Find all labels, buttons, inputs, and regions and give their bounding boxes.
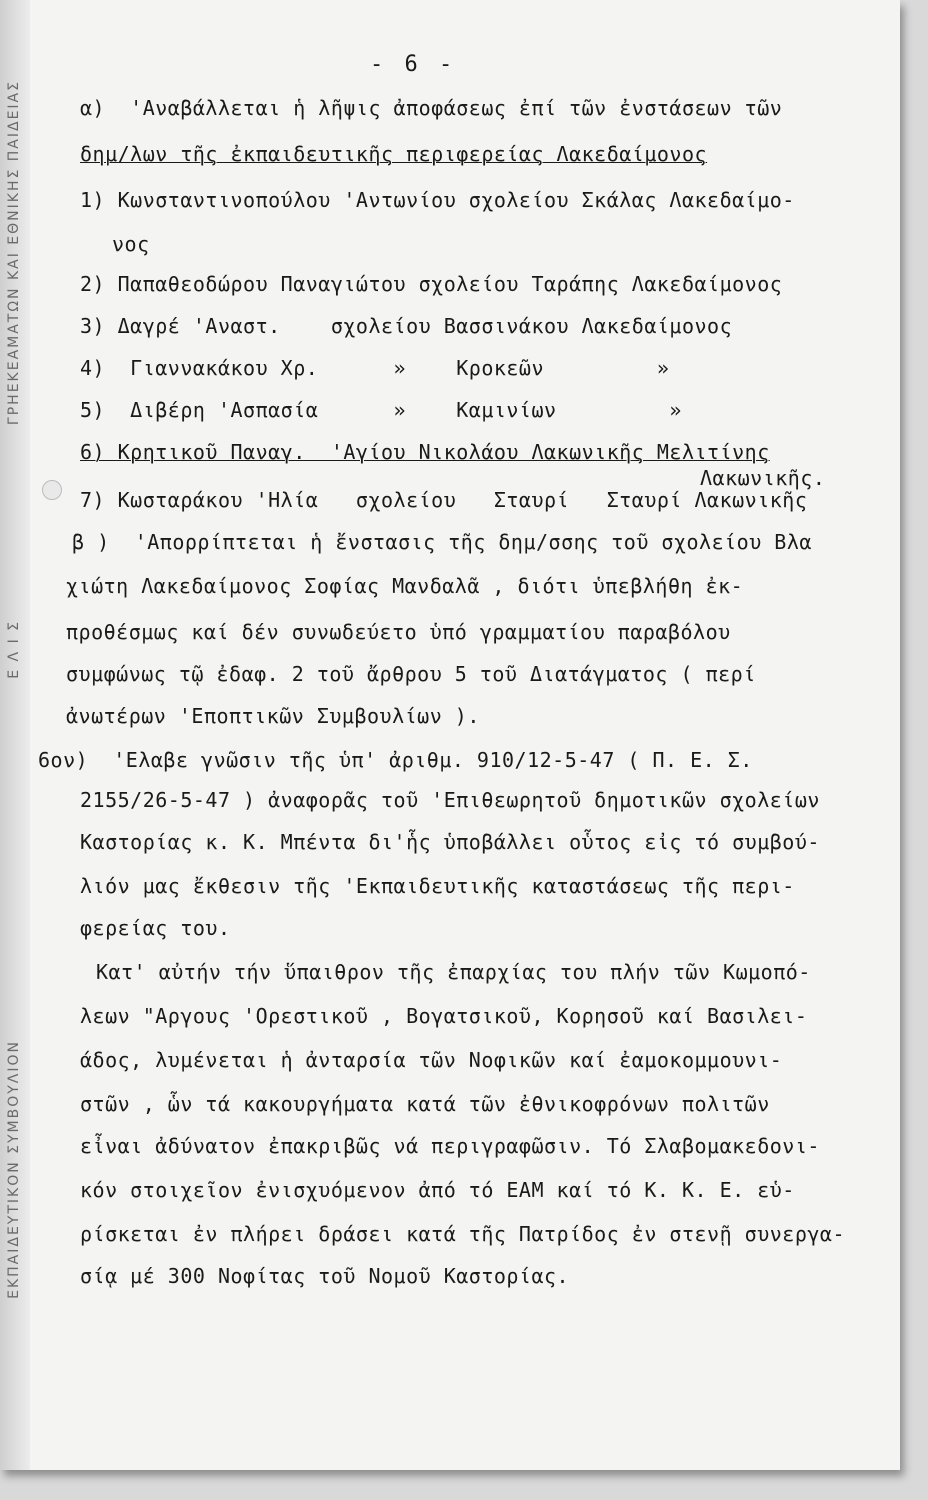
line-25: στῶν , ὧν τά κακουργήματα κατά τῶν ἐθνικοφρόνων πολιτῶν bbox=[80, 1092, 770, 1116]
line-16: ἀνωτέρων 'Εποπτικῶν Συμβουλίων ). bbox=[66, 704, 480, 728]
line-20: λιόν μας ἔκθεσιν τῆς 'Εκπαιδευτικῆς καταστάσεως τῆς περι- bbox=[80, 874, 795, 898]
line-4: νος bbox=[112, 232, 150, 256]
line-5: 2) Παπαθεοδώρου Παναγιώτου σχολείου Ταράπης Λακεδαίμονος bbox=[80, 272, 783, 296]
line-27: κόν στοιχεῖον ἐνισχυόμενον ἀπό τό ΕΑΜ καί τό Κ. Κ. Ε. εὑ- bbox=[80, 1178, 795, 1202]
line-15: συμφώνως τῷ ἐδαφ. 2 τοῦ ἄρθρου 5 τοῦ Διατάγματος ( περί bbox=[66, 662, 756, 686]
line-19: Καστορίας κ. Κ. Μπέντα δι'ἧς ὑποβάλλει οὗτος εἰς τό συμβού- bbox=[80, 830, 820, 854]
line-18: 2155/26-5-47 ) ἀναφορᾶς τοῦ 'Επιθεωρητοῦ δημοτικῶν σχολείων bbox=[80, 788, 820, 812]
side-stamp-upper: ΓΡΗΕΚΕΑΜΑΤΩΝ ΚΑΙ ΕΘΝΙΚΗΣ ΠΑΙΔΕΙΑΣ bbox=[6, 80, 22, 426]
line-17: 6ον) 'Ελαβε γνῶσιν τῆς ὑπ' ἀριθμ. 910/12-5-47 ( Π. Ε. Σ. bbox=[38, 748, 753, 772]
line-26: εἶναι ἀδύνατον ἐπακριβῶς νά περιγραφῶσιν. Τό Σλαβομακεδονι- bbox=[80, 1134, 820, 1158]
line-2: δημ/λων τῆς ἐκπαιδευτικῆς περιφερείας Λακεδαίμονος bbox=[80, 142, 708, 166]
line-8: 5) Διβέρη 'Ασπασία » Καμινίων » bbox=[80, 398, 682, 422]
line-6: 3) Δαγρέ 'Αναστ. σχολείου Βασσινάκου Λακεδαίμονος bbox=[80, 314, 733, 338]
line-28: ρίσκεται ἐν πλήρει δράσει κατά τῆς Πατρίδος ἐν στενῇ συνεργα- bbox=[80, 1222, 846, 1246]
line-7: 4) Γιαννακάκου Χρ. » Κροκεῶν » bbox=[80, 356, 670, 380]
line-10: Λακωνικῆς. bbox=[700, 466, 826, 490]
line-14: προθέσμως καί δέν συνωδεύετο ὑπό γραμματίου παραβόλου bbox=[66, 620, 731, 644]
line-11: 7) Κωσταράκου 'Ηλία σχολείου Σταυρί Σταυρί Λακωνικῆς bbox=[80, 488, 808, 512]
side-stamp-middle: Ε Λ Ι Σ bbox=[6, 620, 22, 679]
punch-hole bbox=[42, 480, 62, 500]
line-21: φερείας του. bbox=[80, 916, 231, 940]
line-24: άδος, λυμένεται ἡ ἀνταρσία τῶν Νοφικῶν καί ἐαμοκομμουνι- bbox=[80, 1048, 783, 1072]
line-13: χιώτη Λακεδαίμονος Σοφίας Μανδαλᾶ , διότι ὑπεβλήθη ἐκ- bbox=[66, 574, 744, 598]
binding-edge bbox=[0, 0, 30, 1470]
line-29: σίᾳ μέ 300 Νοφίτας τοῦ Νομοῦ Καστορίας. bbox=[80, 1264, 570, 1288]
line-9: 6) Κρητικοῦ Παναγ. 'Αγίου Νικολάου Λακωνικῆς Μελιτίνης bbox=[80, 440, 770, 464]
line-23: λεων "Αργους 'Ορεστικοῦ , Βογατσικοῦ, Κορησοῦ καί Βασιλει- bbox=[80, 1004, 808, 1028]
line-22: Κατ' αὐτήν τήν ὕπαιθρον τῆς ἐπαρχίας του πλήν τῶν Κωμοπό- bbox=[96, 960, 811, 984]
side-stamp-lower: ΕΚΠΑΙΔΕΥΤΙΚΟΝ ΣΥΜΒΟΥΛΙΟΝ bbox=[6, 1040, 22, 1299]
line-1: α) 'Αναβάλλεται ἡ λῆψις ἀποφάσεως ἐπί τῶν ἐνστάσεων τῶν bbox=[80, 96, 783, 120]
line-3: 1) Κωνσταντινοπούλου 'Αντωνίου σχολείου Σκάλας Λακεδαίμο- bbox=[80, 188, 795, 212]
line-12: β ) 'Απορρίπτεται ἡ ἔνστασις τῆς δημ/σσης τοῦ σχολείου Βλα bbox=[72, 530, 812, 554]
page-number: - 6 - bbox=[370, 52, 457, 77]
